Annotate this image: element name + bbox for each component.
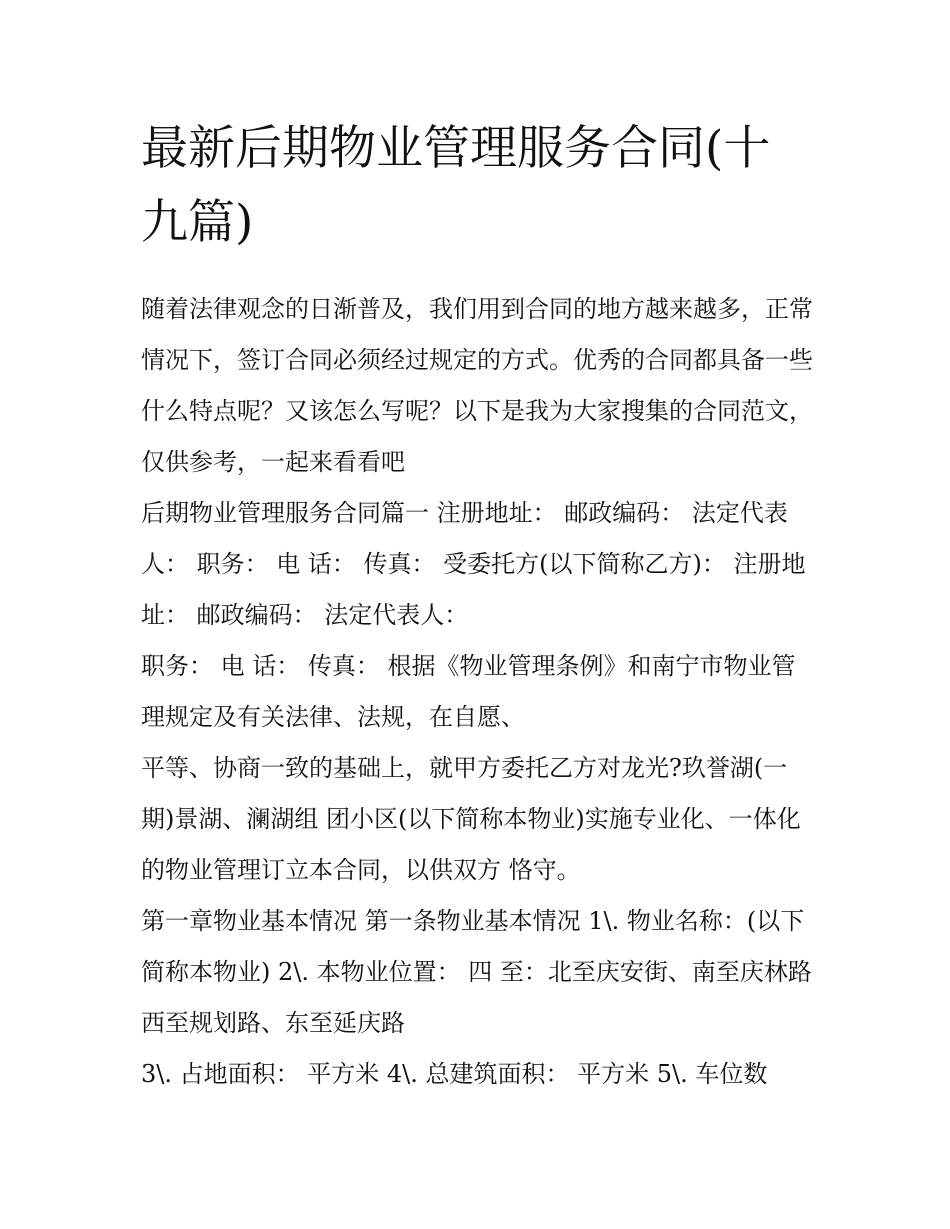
intro-paragraph: 随着法律观念的日渐普及，我们用到合同的地方越来越多，正常情况下，签订合同必须经过规定的方式。优秀的合同都具备一些什么特点呢？又该怎么写呢？以下是我为大家搜集的合同范文，仅供参考，一起来看看吧 [141, 295, 813, 476]
property-info-paragraph: 第一章物业基本情况 第一条物业基本情况 1\. 物业名称：(以下简称本物业) 2\. 本物业位置： 四 至：北至庆安街、南至庆林路 西至规划路、东至延庆路 [141, 907, 812, 1037]
document-body [141, 112, 817, 1100]
legal-basis-paragraph: 职务： 电 话： 传真： 根据《物业管理条例》和南宁市物业管理规定及有关法律、法规，在自愿、 [141, 652, 796, 731]
agreement-scope-paragraph: 平等、协商一致的基础上，就甲方委托乙方对龙光?玖誉湖(一期)景湖、澜湖组 团小区(以下简称本物业)实施专业化、一体化的物业管理订立本合同，以供双方 恪守。 [141, 754, 801, 884]
contract-parties-paragraph: 后期物业管理服务合同篇一 注册地址： 邮政编码： 法定代表人： 职务： 电 话： 传真： 受委托方(以下简称乙方)： 注册地址： 邮政编码： 法定代表人： [141, 499, 806, 629]
property-area-paragraph: 3\. 占地面积： 平方米 4\. 总建筑面积： 平方米 5\. 车位数 [141, 1060, 768, 1088]
document-title: 最新后期物业管理服务合同(十九篇) [141, 121, 771, 250]
